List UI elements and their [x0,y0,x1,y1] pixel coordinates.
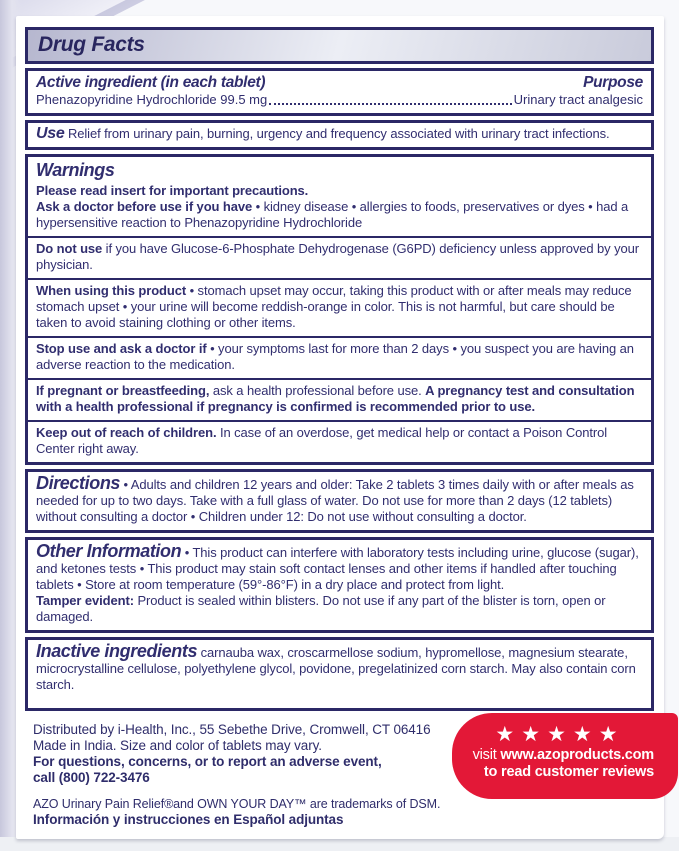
drug-facts-title: Drug Facts [38,33,145,56]
keep-out-text: In case of an overdose, get medical help or contact a Poison Control Center right away. [36,425,608,456]
distributed-by-line: Distributed by i-Health, Inc., 55 Sebethe Drive, Cromwell, CT 06416 [33,722,431,737]
warnings-title: Warnings [36,160,115,180]
purpose-value: Urinary tract analgesic [513,92,643,107]
star-icon: ★ [521,723,548,746]
ingredient-name: Phenazopyridine Hydrochloride 99.5 mg [36,92,268,107]
made-in-line: Made in India. Size and color of tablets may vary. [33,738,322,753]
pregnant-paragraph [36,383,643,415]
warnings-intro-section [28,157,651,236]
star-icon: ★ [598,723,625,746]
stop-use-lead: Stop use and ask a doctor if [36,341,207,356]
when-using-section [28,278,651,336]
pregnant-bold-text: A pregnancy test and consultation with a health professional if pregnancy is confirmed is recommended prior to use. [36,383,635,414]
other-information-paragraph [36,543,643,593]
other-information-title: Other Information [36,541,182,561]
trademarks-line: AZO Urinary Pain Relief®and OWN YOUR DAY™ are trademarks of DSM. [33,797,441,811]
phone-line: call (800) 722-3476 [33,770,150,785]
pregnant-section [28,378,651,420]
inactive-ingredients-box [25,637,654,711]
stop-use-paragraph [36,341,643,373]
warnings-box [25,154,654,465]
inactive-ingredients-paragraph [36,643,643,693]
directions-title: Directions [36,473,121,493]
stop-use-section [28,336,651,378]
stop-use-text: • your symptoms last for more than 2 days • you suspect you are having an adverse reaction to the medication. [36,341,634,372]
customer-reviews-badge [452,713,678,799]
use-paragraph [36,126,643,142]
star-icon: ★ [495,723,522,746]
five-star-rating [466,723,654,747]
drug-facts-panel [16,16,664,839]
when-using-paragraph [36,283,643,331]
active-ingredient-heading: Active ingredient (in each tablet) [36,74,266,91]
do-not-use-lead: Do not use [36,241,103,256]
tamper-evident-text: Product is sealed within blisters. Do not use if any part of the blister is torn, open or damaged. [36,593,606,624]
purpose-heading: Purpose [583,74,643,91]
pregnant-text: ask a health professional before use. [209,383,426,398]
star-icon: ★ [547,723,573,746]
ask-doctor-paragraph [36,199,643,231]
package-bottom-edge [0,837,679,851]
do-not-use-paragraph [36,241,643,273]
when-using-lead: When using this product [36,283,187,298]
keep-out-lead: Keep out of reach of children. [36,425,217,440]
tamper-evident-lead: Tamper evident: [36,593,134,608]
spanish-info-line: Información y instrucciones en Español adjuntas [33,812,344,827]
pregnant-lead: If pregnant or breastfeeding, [36,383,210,398]
ask-doctor-lead: Ask a doctor before use if you have [36,199,253,214]
drug-facts-header-box [25,27,654,64]
badge-visit-prefix: visit [472,747,501,763]
warnings-insert-note: Please read insert for important precautions. [36,183,309,198]
keep-out-paragraph [36,425,643,457]
directions-text: • Adults and children 12 years and older: Take 2 tablets 3 times daily with or after meals as needed for up to two days. Take with a full glass of water. Do not use for more than 2 days (12 tablets) without consulting a doctor • Children under 12: Do not use without consulting a doctor. [36,477,634,524]
other-information-box [25,537,654,633]
dot-leader [269,103,511,105]
inactive-ingredients-text: carnauba wax, croscarmellose sodium, hypromellose, magnesium stearate, microcrystalline cellulose, polyethylene glycol, povidone, pregelatinized corn starch. May also contain corn starch. [36,645,636,692]
badge-website-url: www.azoproducts.com [500,747,654,763]
do-not-use-text: if you have Glucose-6-Phosphate Dehydrogenase (G6PD) deficiency unless approved by your physician. [36,241,639,272]
other-information-text: • This product can interfere with laboratory tests including urine, glucose (sugar), and ketones tests • This product may stain soft contact lenses and other items if handled after touching tablets • Store at room temperature (59°-86°F) in a dry place and protect from light. [36,545,639,592]
tamper-evident-paragraph [36,593,643,625]
use-text: Relief from urinary pain, burning, urgency and frequency associated with urinary tract infections. [64,126,610,141]
use-box [25,120,654,150]
do-not-use-section [28,236,651,278]
directions-paragraph [36,475,643,525]
inactive-ingredients-title: Inactive ingredients [36,641,198,661]
badge-reviews-line: to read customer reviews [483,764,654,780]
questions-line: For questions, concerns, or to report an adverse event, [33,754,382,769]
badge-visit-line [466,747,654,764]
ask-doctor-text: • kidney disease • allergies to foods, preservatives or dyes • had a hypersensitive reaction to Phenazopyridine Hydrochloride [36,199,629,230]
star-icon: ★ [572,723,599,746]
when-using-text: • stomach upset may occur, taking this product with or after meals may reduce stomach upset • your urine will become reddish-orange in color. This is not harmful, but care should be taken to avoid staining clothing or other items. [36,283,632,330]
directions-box [25,469,654,533]
active-ingredient-box [25,68,654,116]
use-title: Use [36,125,65,142]
keep-out-of-reach-section [28,420,651,462]
